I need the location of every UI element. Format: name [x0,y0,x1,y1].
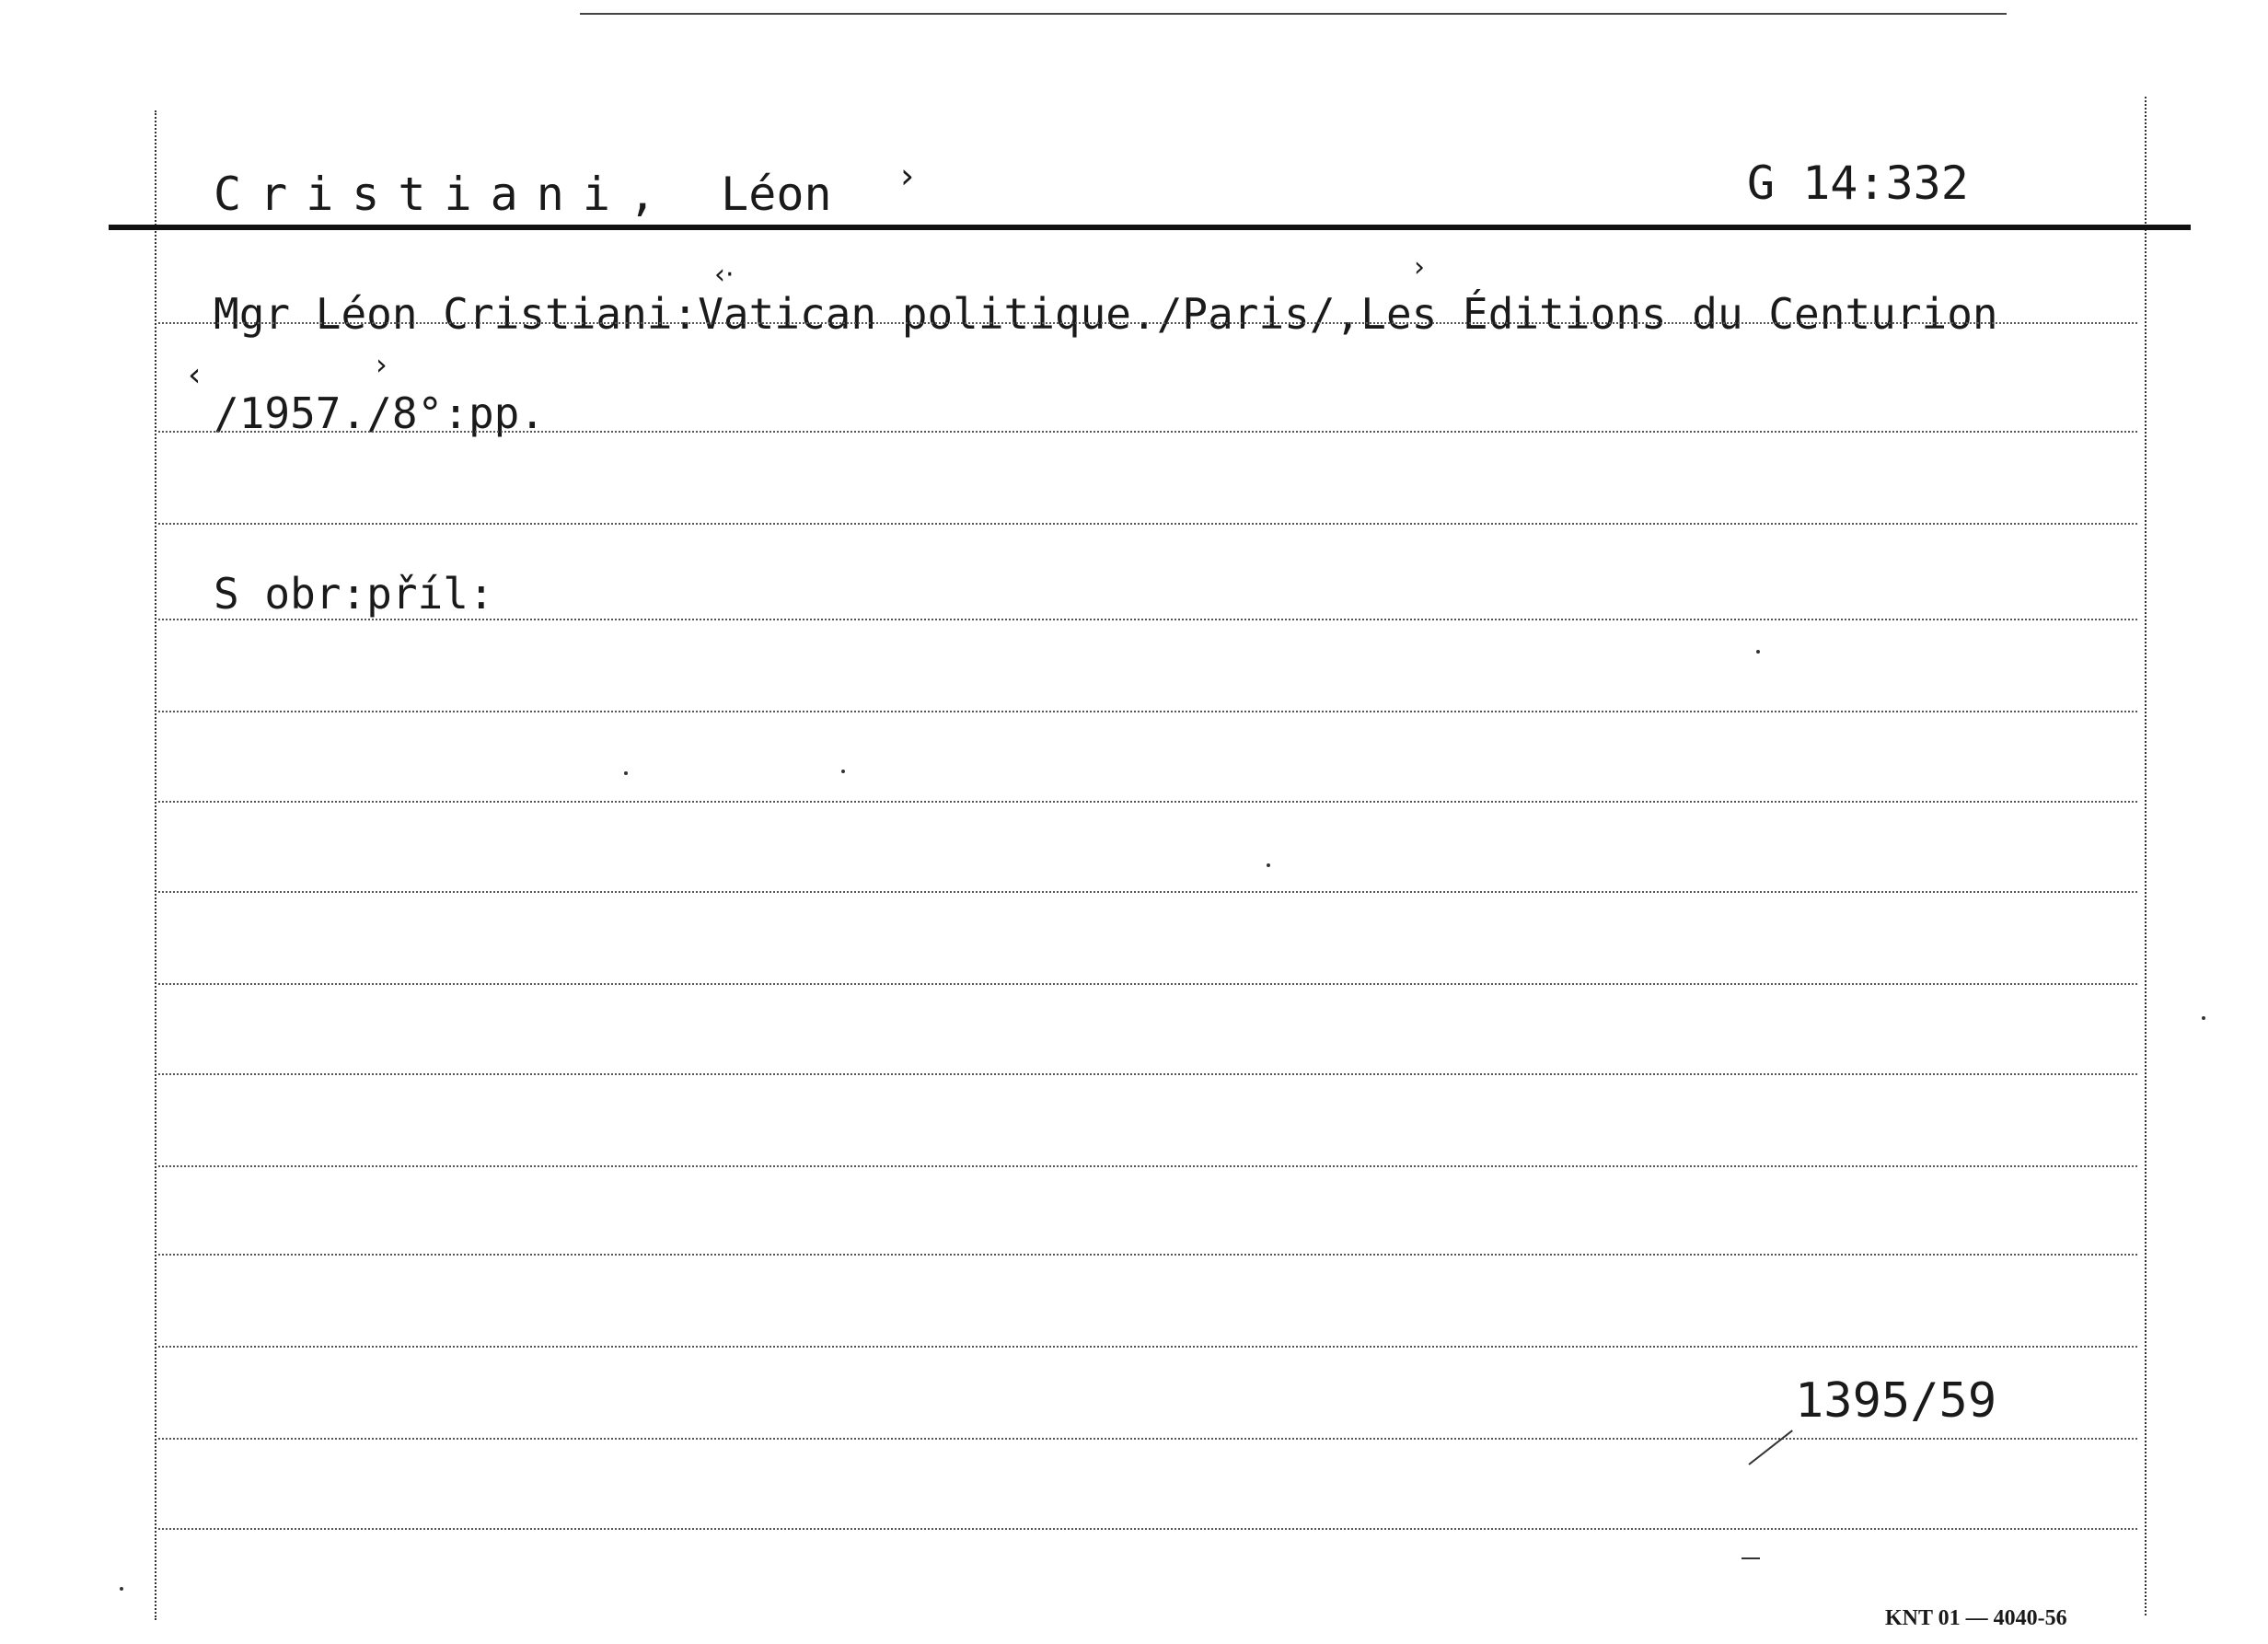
insertion-mark-left: ‹· [714,259,735,291]
ruled-line [158,1346,2137,1348]
entry-line-title-imprint: Mgr Léon Cristiani:Vatican politique./Paris/,Les Éditions du Centurion [214,289,1998,339]
entry-line-date-format: /1957./8°:pp. [214,388,546,438]
insertion-mark-left-2: ‹ [188,356,202,394]
author-heading [214,168,832,221]
pencil-stroke [1748,1430,1793,1465]
ruled-line [158,1165,2137,1167]
insertion-mark-right: › [1414,251,1425,284]
author-surname: Cristiani, [214,168,676,221]
ruled-line [158,983,2137,985]
right-dotted-border [2145,97,2146,1615]
ruled-line [158,891,2137,893]
accession-number: 1395/59 [1795,1373,1997,1429]
ruled-line [158,523,2137,525]
shelfmark: G 14:332 [1747,156,1969,210]
author-given-name: Léon [721,168,832,221]
speck [624,771,628,775]
speck [1756,650,1760,654]
ruled-line [158,801,2137,803]
speck [841,770,845,773]
entry-line-illustrations: S obr:příl: [214,569,494,619]
speck [120,1587,123,1591]
ruled-line [158,431,2137,433]
ruled-line [158,322,2137,324]
ruled-line [158,1438,2137,1440]
pencil-dash [1742,1557,1760,1559]
top-edge-line [580,13,2007,15]
ruled-line [158,711,2137,712]
form-code: KNT 01 — 4040-56 [1885,1606,2067,1630]
heading-rule [109,225,2191,230]
insertion-mark-right-2: › [376,347,388,382]
bracket-mark: › [900,156,915,196]
ruled-line [158,1073,2137,1075]
ruled-line [158,619,2137,620]
ruled-line [158,1528,2137,1530]
speck [1267,863,1270,867]
left-dotted-border [155,110,156,1620]
speck [2202,1016,2205,1020]
ruled-line [158,1254,2137,1256]
